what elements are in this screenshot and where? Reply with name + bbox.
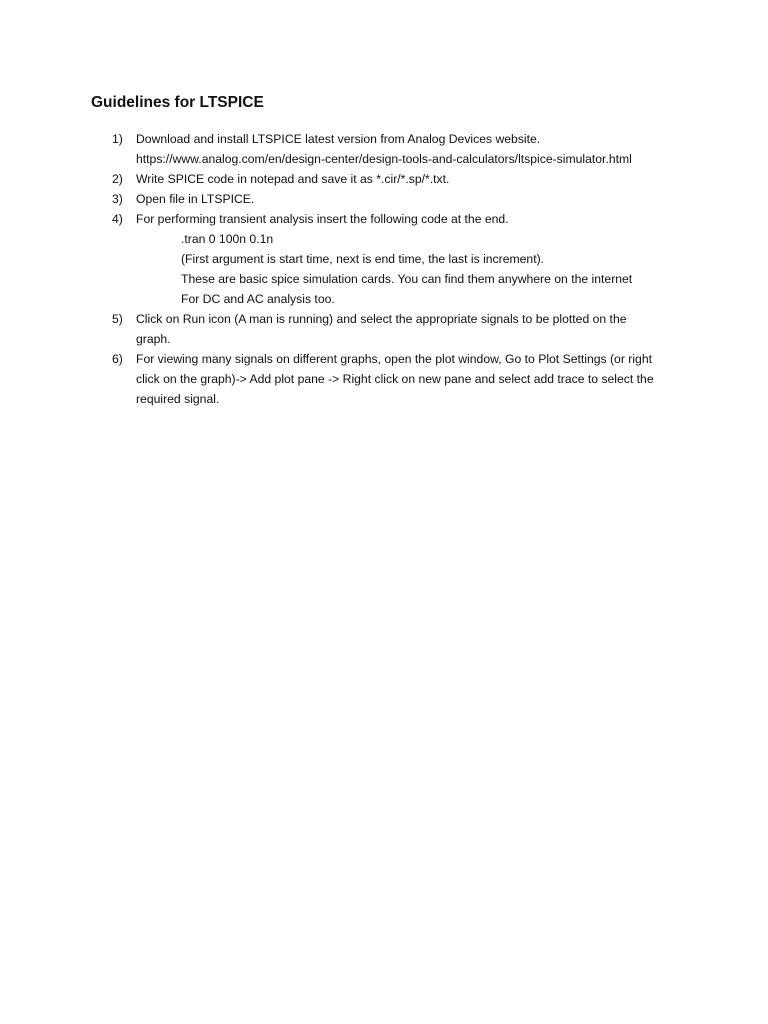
spice-cards-note: These are basic spice simulation cards. You can find them anywhere on the internet [181,272,633,286]
list-item-text: Open file in LTSPICE. [136,192,255,206]
list-item-text: Click on Run icon (A man is running) and select the appropriate signals to be plotted on the [136,312,627,326]
list-item-number: 4) [112,212,123,226]
download-url-text: https://www.analog.com/en/design-center/design-tools-and-calculators/ltspice-simulator.html [136,152,632,166]
tran-command-text: .tran 0 100n 0.1n [181,232,274,246]
list-item [112,309,712,349]
list-item-text: Download and install LTSPICE latest version from Analog Devices website. [136,132,541,146]
list-item-number: 3) [112,192,123,206]
list-item-text: For performing transient analysis insert the following code at the end. [136,212,509,226]
list-item-number: 1) [112,132,123,146]
list-item-text: graph. [136,332,171,346]
list-item [112,349,712,409]
list-item-number: 2) [112,172,123,186]
list-item [112,189,712,209]
list-item [112,129,712,169]
tran-explanation-text: (First argument is start time, next is end time, the last is increment). [181,252,545,266]
list-item-number: 6) [112,352,123,366]
list-item-text: For viewing many signals on different graphs, open the plot window, Go to Plot Settings (or right [136,352,652,366]
document-title: Guidelines for LTSPICE [91,94,264,111]
list-item-text: required signal. [136,392,220,406]
list-item-text: Write SPICE code in notepad and save it as *.cir/*.sp/*.txt. [136,172,450,186]
list-item-number: 5) [112,312,123,326]
list-item [112,209,712,309]
list-item-text: click on the graph)-> Add plot pane -> Right click on new pane and select add trace to select the [136,372,654,386]
guidelines-list [112,129,712,409]
dc-ac-note: For DC and AC analysis too. [181,292,335,306]
list-item [112,169,712,189]
